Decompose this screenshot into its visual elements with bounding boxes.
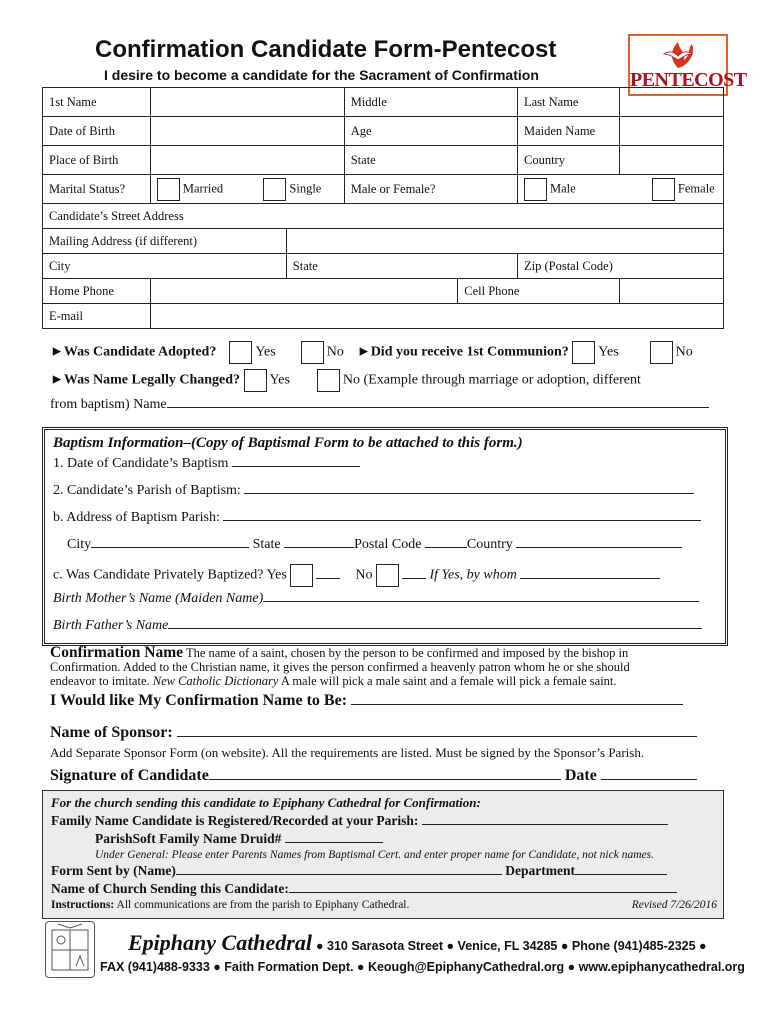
department-line[interactable] [575,874,667,875]
male-checkbox[interactable] [524,178,547,201]
mailing-address-field[interactable] [286,229,723,254]
confirmation-text-2: Confirmation. Added to the Christian name, it gives the person confirmed a heavenly patron whom he or she should [50,660,630,674]
name-changed-yes-label: Yes [269,372,290,388]
footer-contact: FAX (941)488-9333 ● Faith Formation Dept. ● Keough@EpiphanyCathedral.org ● www.epiphanycathedral.org [100,960,745,974]
church-info-box [42,790,724,919]
label-dob: Date of Birth [43,117,151,146]
baptism-address-label: b. Address of Baptism Parish: [53,510,220,525]
confirmation-text-3b: New Catholic Dictionary [152,674,279,688]
signature-date-label: Date [564,767,597,784]
adopted-yes-checkbox[interactable] [229,341,252,364]
sponsor-note: Add Separate Sponsor Form (on website). All the requirements are listed. Must be signed by the Sponsor’s Parish. [50,745,645,760]
father-line[interactable] [168,628,702,629]
communion-question: ►Did you receive 1st Communion? [356,344,569,360]
label-last-name: Last Name [517,88,619,117]
baptism-parish-label: 2. Candidate’s Parish of Baptism: [53,483,241,498]
confirmation-text-3c: A male will pick a male saint and a female will pick a female saint. [280,674,617,688]
label-middle: Middle [344,88,517,117]
married-label: Married [182,180,224,195]
communion-yes-checkbox[interactable] [572,341,595,364]
home-phone-field[interactable] [150,279,457,304]
adopted-row [50,341,693,364]
dob-field[interactable] [150,117,344,146]
under-general-note: Under General: Please enter Parents Names from Baptismal Cert. and enter proper name for Candidate, not nick names. [95,849,654,861]
form-title: Confirmation Candidate Form-Pentecost [95,36,557,63]
baptism-postal-label: Postal Code [354,537,422,552]
baptism-date-row [53,456,360,472]
sent-by-line[interactable] [176,874,502,875]
baptism-parish-line[interactable] [244,493,694,494]
last-name-field[interactable] [619,88,723,117]
baptism-info-box [42,427,728,646]
baptism-name-label: from baptism) Name [50,397,167,412]
country-field[interactable] [619,146,723,175]
footer-address: ● 310 Sarasota Street ● Venice, FL 34285 ● Phone (941)485-2325 ● [315,939,707,953]
private-no-label: No [355,567,373,583]
label-street-address[interactable]: Candidate’s Street Address [43,204,724,229]
like-name-line[interactable] [351,704,683,705]
first-name-field[interactable] [150,88,344,117]
adopted-yes-label: Yes [255,344,276,360]
revised-date: Revised 7/26/2016 [631,899,717,911]
adopted-no-label: No [326,344,344,360]
baptism-name-row [50,397,709,413]
private-no-checkbox[interactable] [376,564,399,587]
communion-no-checkbox[interactable] [650,341,673,364]
label-gender: Male or Female? [344,175,517,204]
baptism-address-line[interactable] [223,520,701,521]
baptism-country-line[interactable] [516,547,682,548]
sponsor-row [50,724,697,742]
baptism-state-label: State [252,537,281,552]
like-name-label: I Would like My Confirmation Name to Be: [50,692,348,709]
label-zip: Zip (Postal Code) [517,254,723,279]
confirmation-text-1: The name of a saint, chosen by the person to be confirmed and imposed by the bishop in [185,646,629,660]
cathedral-seal-icon [45,921,95,978]
sent-by-row [51,863,667,879]
adopted-no-checkbox[interactable] [301,341,324,364]
signature-line[interactable] [209,779,561,780]
name-changed-question: ►Was Name Legally Changed? [50,372,241,388]
single-checkbox[interactable] [263,178,286,201]
sponsor-line[interactable] [177,736,697,737]
private-no-line [402,578,426,579]
adopted-question: ►Was Candidate Adopted? [50,344,217,360]
label-email: E-mail [43,304,151,329]
mother-row [53,591,699,607]
father-label: Birth Father’s Name [53,618,169,633]
name-changed-row [50,369,641,392]
druid-row [95,831,383,847]
dove-flame-icon [630,38,726,72]
female-checkbox[interactable] [652,178,675,201]
private-baptism-label: c. Was Candidate Privately Baptized? Yes [53,567,287,583]
label-city: City [43,254,287,279]
church-name-label: Name of Church Sending this Candidate: [51,881,289,896]
confirmation-description [50,646,730,688]
church-name-line[interactable] [289,892,677,893]
private-baptism-row [53,564,660,587]
name-changed-no-checkbox[interactable] [317,369,340,392]
sent-by-label: Form Sent by (Name) [51,863,176,878]
communion-yes-label: Yes [598,344,619,360]
cathedral-name: Epiphany Cathedral [128,930,312,955]
baptism-city-label: City [67,537,92,552]
baptism-date-label: 1. Date of Candidate’s Baptism [53,456,229,471]
form-subtitle: I desire to become a candidate for the Sacrament of Confirmation [104,67,539,83]
private-yes-line [316,578,340,579]
personal-info-table [42,87,724,329]
confirmation-heading: Confirmation Name [50,644,184,661]
cell-phone-field[interactable] [619,279,723,304]
father-row [53,618,702,634]
private-yes-checkbox[interactable] [290,564,313,587]
maiden-field[interactable] [619,117,723,146]
sponsor-label: Name of Sponsor: [50,724,173,741]
by-whom-line[interactable] [520,578,660,579]
church-name-row [51,881,677,897]
male-label: Male [549,180,576,195]
pob-field[interactable] [150,146,344,175]
baptism-country-label: Country [466,537,513,552]
label-home-phone: Home Phone [43,279,151,304]
signature-date-line[interactable] [601,779,697,780]
label-state-2: State [286,254,517,279]
baptism-date-line[interactable] [232,466,360,467]
druid-label: ParishSoft Family Name Druid# [95,831,282,846]
baptism-name-line[interactable] [167,407,709,408]
family-name-line[interactable] [422,824,668,825]
seal-graphic [46,922,94,977]
baptism-city-row [67,537,682,553]
like-name-row [50,692,683,710]
label-cell-phone: Cell Phone [458,279,620,304]
mother-line[interactable] [263,601,699,602]
label-marital: Marital Status? [43,175,151,204]
label-age: Age [344,117,517,146]
mother-label: Birth Mother’s Name (Maiden Name) [53,591,264,606]
label-mailing-address: Mailing Address (if different) [43,229,287,254]
baptism-postal-line[interactable] [425,547,467,548]
married-checkbox[interactable] [157,178,180,201]
department-label: Department [505,863,575,878]
gender-options [517,175,723,204]
signature-label: Signature of Candidate [50,767,209,784]
label-pob: Place of Birth [43,146,151,175]
baptism-heading: Baptism Information–(Copy of Baptismal Form to be attached to this form.) [53,435,523,451]
baptism-parish-row [53,483,694,499]
signature-row [50,767,697,785]
confirmation-text-3a: endeavor to imitate. [50,674,150,688]
name-changed-yes-checkbox[interactable] [244,369,267,392]
instructions-text: All communications are from the parish to Epiphany Cathedral. [116,899,410,911]
instructions-row [51,899,409,911]
communion-no-label: No [675,344,693,360]
family-name-label: Family Name Candidate is Registered/Recorded at your Parish: [51,813,419,828]
instructions-label: Instructions: [51,899,115,911]
label-state: State [344,146,517,175]
baptism-city-line[interactable] [91,547,249,548]
baptism-address-row [53,510,701,526]
label-maiden: Maiden Name [517,117,619,146]
single-label: Single [289,180,322,195]
name-changed-no-label: No (Example through marriage or adoption, different [342,372,641,388]
druid-line[interactable] [285,842,383,843]
label-country: Country [517,146,619,175]
church-heading: For the church sending this candidate to Epiphany Cathedral for Confirmation: [51,795,481,810]
female-label: Female [677,180,715,195]
marital-options [150,175,344,204]
family-name-row [51,813,668,829]
footer-line-1 [128,930,707,956]
baptism-state-line[interactable] [284,547,354,548]
by-whom-label: If Yes, by whom [429,567,517,583]
label-first-name: 1st Name [43,88,151,117]
logo-wordmark: PENTECOST [630,69,747,91]
email-field[interactable] [150,304,723,329]
